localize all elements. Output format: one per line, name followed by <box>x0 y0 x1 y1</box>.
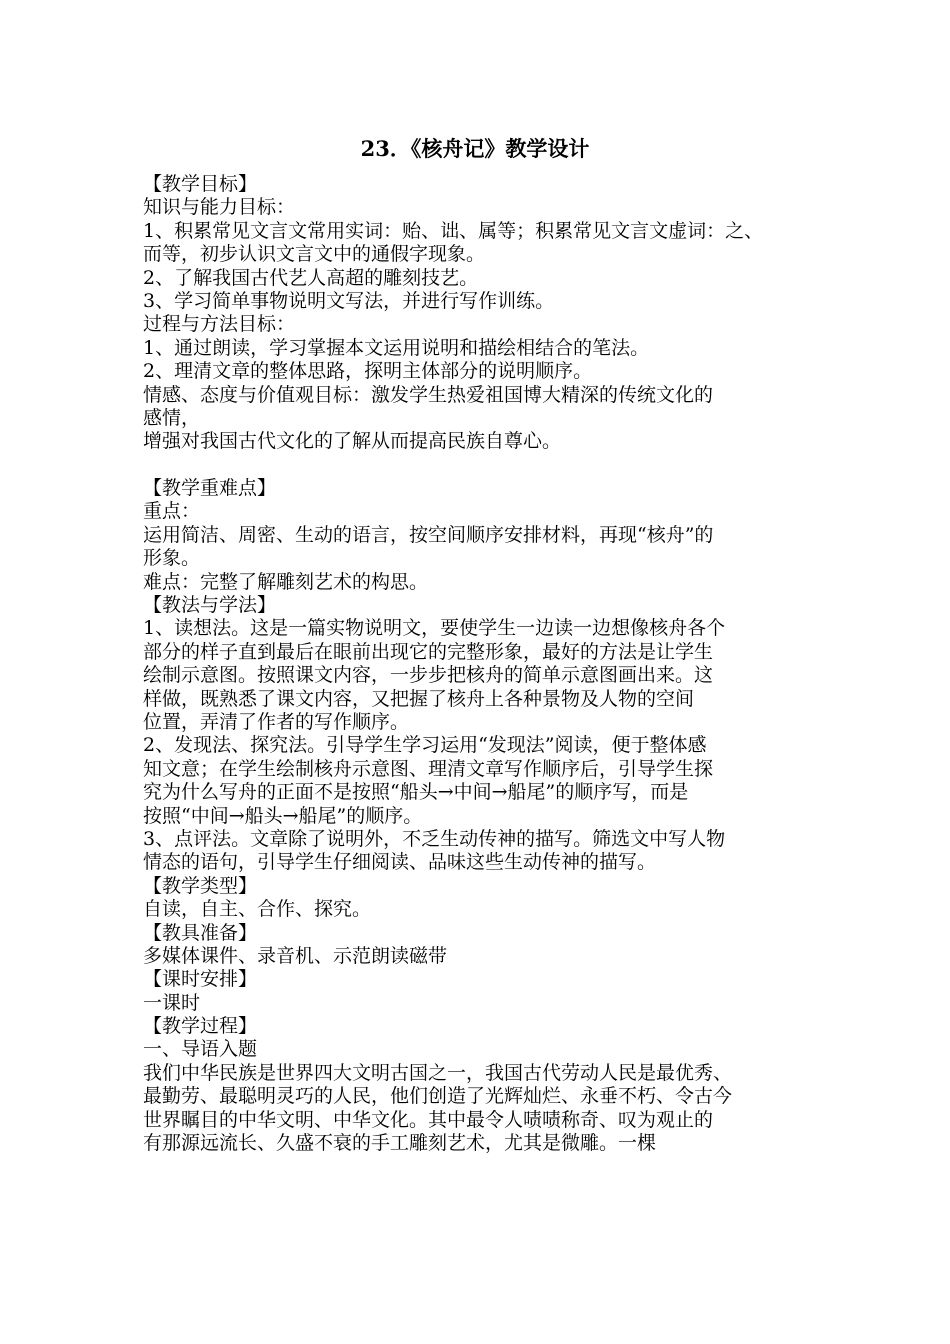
paragraph-line: 【课时安排】 <box>143 968 258 991</box>
paragraph-line: 情感、态度与价值观目标：激发学生热爱祖国博大精深的传统文化的 <box>143 383 714 406</box>
paragraph-line: 【教学目标】 <box>143 173 258 195</box>
paragraph-line: 知文意；在学生绘制核舟示意图、理清文章写作顺序后，引导学生探 <box>143 757 714 780</box>
paragraph-line: 绘制示意图。按照课文内容，一步步把核舟的简单示意图画出来。这 <box>143 664 714 687</box>
blank-line <box>143 454 823 477</box>
paragraph-line: 2、理清文章的整体思路，探明主体部分的说明顺序。 <box>143 360 593 383</box>
paragraph-line: 而等，初步认识文言文中的通假字现象。 <box>143 243 486 266</box>
paragraph-line: 按照“中间→船头→船尾”的顺序。 <box>143 804 423 827</box>
paragraph-line: 2、了解我国古代艺人高超的雕刻技艺。 <box>143 266 479 289</box>
document-title: 23．《核舟记》教学设计 <box>360 136 590 161</box>
paragraph-line: 重点： <box>143 500 201 523</box>
paragraph-line: 多媒体课件、录音机、示范朗读磁带 <box>143 944 448 967</box>
paragraph-line: 情态的语句，引导学生仔细阅读、品味这些生动传神的描写。 <box>143 851 657 874</box>
paragraph-line: 有那源远流长、久盛不衰的手工雕刻艺术，尤其是微雕。一棵 <box>143 1132 657 1155</box>
paragraph-line: 3、点评法。文章除了说明外，不乏生动传神的描写。筛选文中写人物 <box>143 827 726 850</box>
paragraph-line: 最勤劳、最聪明灵巧的人民，他们创造了光辉灿烂、永垂不朽、令古今 <box>143 1085 733 1108</box>
paragraph-line: 位置，弄清了作者的写作顺序。 <box>143 710 410 733</box>
paragraph-line: 增强对我国古代文化的了解从而提高民族自尊心。 <box>143 430 562 453</box>
paragraph-line: 感情， <box>143 406 201 429</box>
paragraph-line: 1、通过朗读，学习掌握本文运用说明和描绘相结合的笔法。 <box>143 336 650 359</box>
paragraph-line: 一课时 <box>143 991 201 1014</box>
paragraph-line: 样做，既熟悉了课文内容，又把握了核舟上各种景物及人物的空间 <box>143 687 695 710</box>
paragraph-line: 2、发现法、探究法。引导学生学习运用“发现法”阅读，便于整体感 <box>143 734 707 757</box>
paragraph-line: 【教学重难点】 <box>143 477 277 500</box>
paragraph-line: 我们中华民族是世界四大文明古国之一，我国古代劳动人民是最优秀、 <box>143 1061 733 1084</box>
paragraph-line: 【教学过程】 <box>143 1015 258 1038</box>
paragraph-line: 【教学类型】 <box>143 874 258 897</box>
paragraph-line: 知识与能力目标： <box>143 196 296 219</box>
paragraph-line: 究为什么写舟的正面不是按照“船头→中间→船尾”的顺序写，而是 <box>143 781 689 804</box>
paragraph-line: 过程与方法目标： <box>143 313 296 336</box>
paragraph-line: 部分的样子直到最后在眼前出现它的完整形象，最好的方法是让学生 <box>143 640 714 663</box>
paragraph-line: 【教具准备】 <box>143 921 258 944</box>
paragraph-line: 形象。 <box>143 547 201 570</box>
paragraph-line: 运用简洁、周密、生动的语言，按空间顺序安排材料，再现“核舟”的 <box>143 523 714 546</box>
paragraph-line: 世界瞩目的中华文明、中华文化。其中最令人啧啧称奇、叹为观止的 <box>143 1108 714 1131</box>
paragraph-line: 【教法与学法】 <box>143 594 277 617</box>
paragraph-line: 一、导语入题 <box>143 1038 258 1061</box>
paragraph-line: 3、学习简单事物说明文写法，并进行写作训练。 <box>143 289 555 312</box>
paragraph-line: 1、读想法。这是一篇实物说明文，要使学生一边读一边想像核舟各个 <box>143 617 726 640</box>
paragraph-line: 1、积累常见文言文常用实词：贻、诎、属等；积累常见文言文虚词：之、 <box>143 219 764 242</box>
paragraph-line: 自读，自主、合作、探究。 <box>143 898 372 921</box>
document-body <box>143 173 823 1155</box>
paragraph-line: 难点：完整了解雕刻艺术的构思。 <box>143 570 429 593</box>
